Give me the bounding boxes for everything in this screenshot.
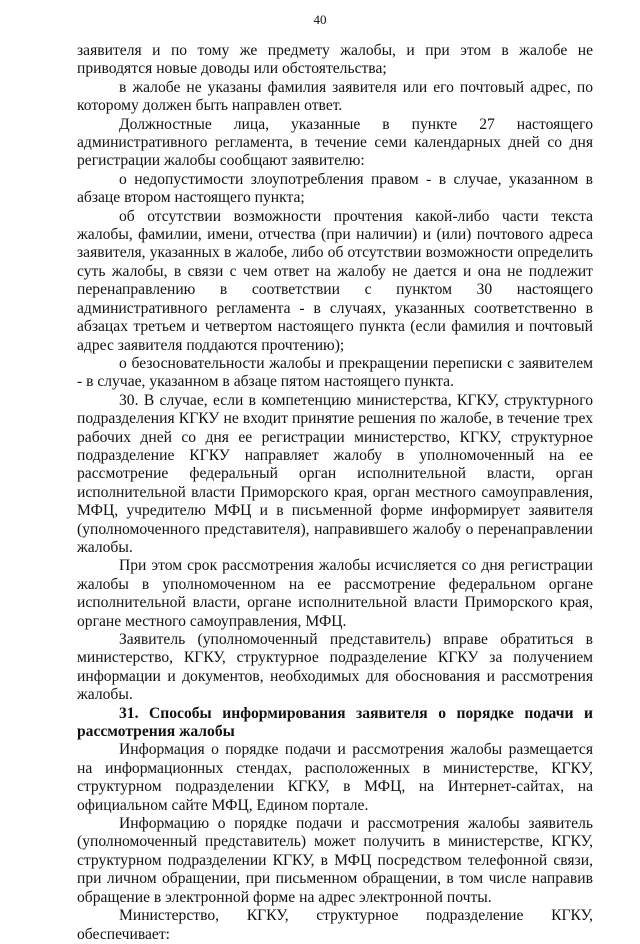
paragraph: о безосновательности жалобы и прекращении переписки с заявителем - в случае, указанном в абзаце пятом настоящего пункта. [77, 354, 593, 391]
paragraph-clause-30: 30. В случае, если в компетенцию министерства, КГКУ, структурного подразделения КГКУ не входит принятие решения по жалобе, в течение трех рабочих дней со дня ее регистрации министерство, КГКУ, структурное подразделение КГКУ направляет жалобу в уполномоченный на ее рассмотрение федеральный орган исполнительной власти, орган исполнительной власти Приморского края, орган местного самоуправления, МФЦ, учредителю МФЦ и в письменной форме информирует заявителя (уполномоченного представителя), направившего жалобу о перенаправлении жалобы. [77, 391, 593, 556]
paragraph: об отсутствии возможности прочтения какой-либо части текста жалобы, фамилии, имени, отчества (при наличии) и (или) почтового адреса заявителя, указанных в жалобе, либо об отсутствии возможности определить суть жалобы, в связи с чем ответ на жалобу не дается и она не подлежит перенаправлению в соответствии с пунктом 30 настоящего административного регламента - в случаях, указанных соответственно в абзацах третьем и четвертом настоящего пункта (если фамилия и почтовый адрес заявителя поддаются прочтению); [77, 207, 593, 354]
paragraph: Информацию о порядке подачи и рассмотрения жалобы заявитель (уполномоченный представитель) может получить в министерстве, КГКУ, структурном подразделении КГКУ, в МФЦ посредством телефонной связи, при личном обращении, при письменном обращении, в том числе направив обращение в электронной форме на адрес электронной почты. [77, 815, 593, 906]
paragraph: Заявитель (уполномоченный представитель) вправе обратиться в министерство, КГКУ, структурное подразделение КГКУ за получением информации и документов, необходимых для обоснования и рассмотрения жалобы. [77, 631, 593, 704]
paragraph: о недопустимости злоупотребления правом - в случае, указанном в абзаце втором настоящего пункта; [77, 170, 593, 207]
paragraph: в жалобе не указаны фамилия заявителя или его почтовый адрес, по которому должен быть направлен ответ. [77, 78, 593, 115]
document-body [77, 42, 593, 944]
paragraph-continuation: заявителя и по тому же предмету жалобы, и при этом в жалобе не приводятся новые доводы или обстоятельства; [77, 42, 593, 78]
paragraph: Должностные лица, указанные в пункте 27 настоящего административного регламента, в течение семи календарных дней со дня регистрации жалобы сообщают заявителю: [77, 115, 593, 170]
section-heading-31: 31. Способы информирования заявителя о порядке подачи и рассмотрения жалобы [77, 704, 593, 741]
paragraph: При этом срок рассмотрения жалобы исчисляется со дня регистрации жалобы в уполномоченном на ее рассмотрение федеральном органе исполнительной власти, органе исполнительной власти Приморского края, органе местного самоуправления, МФЦ. [77, 557, 593, 630]
page-number: 40 [313, 12, 327, 27]
paragraph: Информация о порядке подачи и рассмотрения жалобы размещается на информационных стендах, расположенных в министерстве, КГКУ, структурном подразделении КГКУ, в МФЦ, на Интернет-сайтах, на официальном сайте МФЦ, Едином портале. [77, 741, 593, 814]
paragraph: Министерство, КГКУ, структурное подразделение КГКУ, обеспечивает: [77, 907, 593, 943]
